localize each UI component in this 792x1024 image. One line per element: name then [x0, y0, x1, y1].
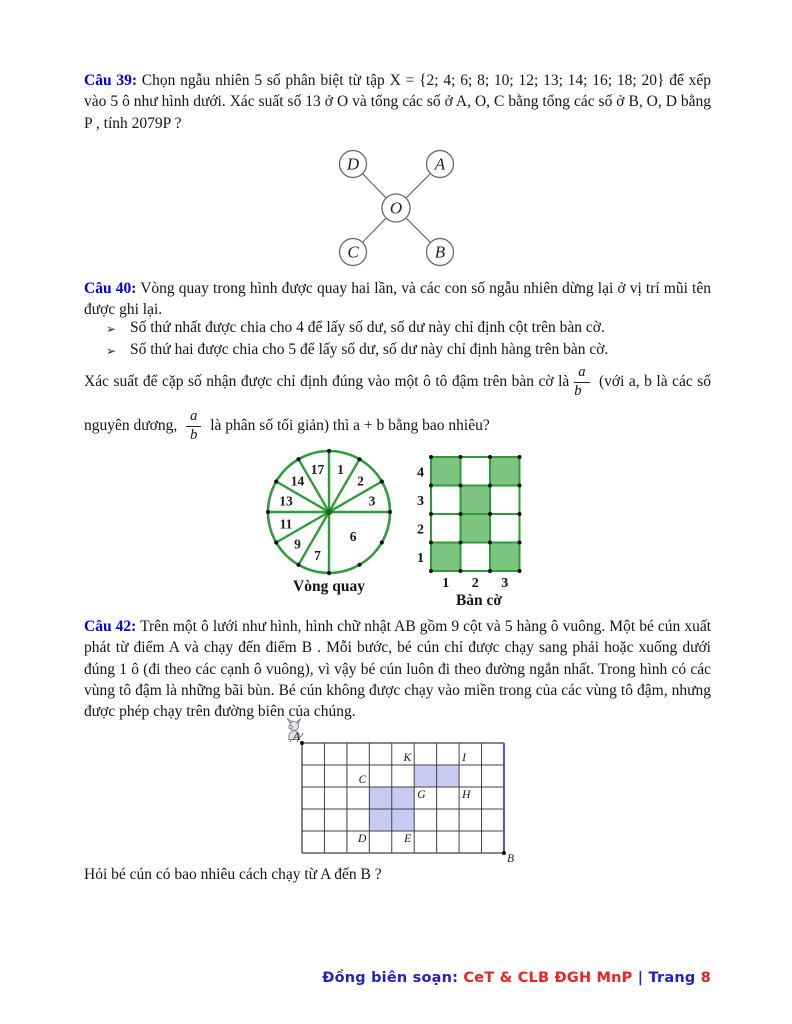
board-lattice-dot — [429, 569, 433, 573]
board-cell — [431, 543, 461, 572]
footer-club-name: CeT & CLB ĐGH MnP — [463, 970, 633, 986]
grid-point-label: G — [417, 789, 426, 801]
board-lattice-dot — [459, 484, 463, 488]
board-cell — [490, 457, 520, 486]
diagram-node-label: B — [434, 242, 446, 262]
wheel-sector-label: 3 — [368, 493, 376, 509]
board-lattice-dot — [518, 455, 522, 459]
question-39-text: Chọn ngẫu nhiên 5 số phân biệt từ tập X = {2; 4; 6; 8; 10; 12; 13; 14; 16; 18; 20} để xếp vào 5 ô như hình dưới. Xác suất số 13 ở O và tổng các số ở A, O, C bằng tổng các số ở B, O, D bằng P , tính 2079P ? — [84, 72, 711, 132]
question-39-label: Câu 39: — [84, 72, 138, 89]
paragraph-text: là phân số tối giản) thì a + b bằng bao nhiêu? — [206, 417, 490, 434]
wheel-rim-dot — [357, 563, 361, 567]
wheel-rim-dot — [380, 540, 384, 544]
lattice-grid-figure — [280, 718, 520, 870]
grid-canvas — [292, 731, 514, 865]
list-item — [84, 317, 711, 339]
board-row-label: 2 — [417, 522, 424, 538]
grid-point-label: I — [462, 752, 466, 764]
board-cell — [431, 514, 461, 543]
diagram-node-label: A — [434, 154, 446, 174]
fraction-denominator: b — [190, 426, 198, 443]
board-row-label: 1 — [417, 550, 424, 566]
wheel-sector-label: 2 — [357, 473, 364, 489]
board-lattice-dot — [518, 569, 522, 573]
board-caption: Bàn cờ — [455, 592, 503, 609]
grid-corner-dot-a — [300, 741, 304, 745]
diagram-node-label: D — [346, 154, 360, 174]
wheel-rim-dot — [357, 457, 361, 461]
question-42 — [84, 616, 711, 722]
bullet-text: Số thứ nhất được chia cho 4 để lấy số dư, số dư này chỉ định cột trên bàn cờ. — [130, 319, 605, 336]
wheel-caption: Vòng quay — [293, 578, 365, 595]
board-lattice-dot — [518, 512, 522, 516]
fraction-a-over-b — [186, 409, 201, 444]
question-40-bullet-list — [84, 317, 711, 360]
paragraph-text: nguyên dương, — [84, 417, 182, 434]
spinner-wheel-figure — [256, 444, 402, 590]
wheel-sector-label: 13 — [279, 493, 293, 509]
question-40 — [84, 278, 711, 321]
bullet-arrow-icon: ➢ — [106, 343, 117, 358]
question-42-label: Câu 42: — [84, 618, 137, 635]
board-lattice-dot — [488, 569, 492, 573]
paragraph-text: (với a, b là các số — [594, 373, 711, 390]
bullet-text: Số thứ hai được chia cho 5 để lấy số dư, số dư này chỉ định hàng trên bàn cờ. — [130, 340, 609, 358]
paragraph-text: Xác suất để cặp số nhận được chỉ định đúng vào một ô tô đậm trên bàn cờ là — [84, 373, 570, 390]
question-40-intro: Vòng quay trong hình được quay hai lần, và các con số ngẫu nhiên dừng lại ở vị trí mũi tên được ghi lại. — [84, 280, 711, 319]
grid-corner-label-a: A — [292, 731, 300, 743]
checkerboard-figure — [413, 450, 545, 592]
question-39 — [84, 70, 711, 134]
question-42-final-question — [84, 864, 711, 885]
wheel-rim-dot — [274, 540, 278, 544]
wheel-rim-dot — [274, 479, 278, 483]
board-cell — [431, 486, 461, 515]
paragraph-line — [84, 360, 711, 404]
board-col-label: 1 — [442, 576, 450, 591]
board-lattice-dot — [429, 541, 433, 545]
board-cell — [461, 514, 491, 543]
board-lattice-dot — [488, 541, 492, 545]
wheel-sector-label: 9 — [294, 536, 301, 552]
board-lattice-dot — [518, 541, 522, 545]
wheel-rim-dot — [327, 449, 331, 453]
question-40-probability-paragraph — [84, 360, 711, 448]
board-cell — [490, 486, 520, 515]
board-row-label: 4 — [417, 465, 424, 481]
board-lattice-dot — [518, 484, 522, 488]
page-footer — [84, 970, 711, 986]
wheel-sector-label: 17 — [310, 461, 325, 477]
wheel-rim-dot — [388, 510, 392, 514]
grid-point-label: D — [358, 833, 367, 845]
board-lattice-dot — [429, 484, 433, 488]
board-col-label: 2 — [471, 576, 479, 591]
paragraph-line — [84, 404, 711, 448]
board-lattice-dot — [459, 541, 463, 545]
board-lattice-dot — [488, 512, 492, 516]
grid-point-label: H — [462, 789, 471, 801]
wheel-rim-dot — [327, 571, 331, 575]
grid-corner-label-b: B — [506, 853, 514, 865]
footer-separator: | — [632, 970, 649, 986]
board-cell — [490, 514, 520, 543]
footer-prefix: Đồng biên soạn: — [322, 970, 464, 986]
board-lattice-dot — [488, 455, 492, 459]
grid-point-label: C — [358, 774, 367, 786]
question-40-label: Câu 40: — [84, 280, 137, 297]
grid-corner-dot-b — [502, 851, 506, 855]
bullet-arrow-icon: ➢ — [106, 322, 117, 336]
fraction-denominator: b — [574, 382, 582, 399]
board-cell — [461, 486, 491, 515]
board-lattice-dot — [459, 512, 463, 516]
wheel-rim-dot — [380, 479, 384, 483]
wheel-rim-dot — [296, 457, 300, 461]
diagram-node-label: C — [347, 242, 359, 262]
board-cell — [431, 457, 461, 486]
fraction-numerator: a — [574, 365, 589, 383]
circle-x-diagram-figure — [322, 147, 472, 272]
wheel-rim-dot — [266, 510, 270, 514]
board-lattice-dot — [459, 455, 463, 459]
board-lattice-dot — [429, 455, 433, 459]
wheel-sector-label: 7 — [314, 547, 321, 563]
list-item — [84, 339, 711, 361]
board-row-label: 3 — [417, 493, 424, 509]
board-cell — [461, 457, 491, 486]
diagram-node-label: O — [389, 198, 403, 218]
wheel-sector-label: 11 — [279, 516, 293, 532]
board-cell — [461, 543, 491, 572]
wheel-center-dot — [326, 509, 332, 515]
board-col-label: 3 — [501, 576, 509, 591]
fraction-a-over-b — [574, 365, 589, 400]
wheel-sector-label: 14 — [290, 473, 305, 489]
board-lattice-dot — [488, 484, 492, 488]
fraction-numerator: a — [186, 409, 201, 427]
board-lattice-dot — [459, 569, 463, 573]
wheel-rim-dot — [296, 563, 300, 567]
footer-page-label: Trang — [648, 970, 701, 986]
grid-point-label: E — [404, 833, 412, 845]
footer-page-number: 8 — [700, 970, 711, 986]
board-lattice-dot — [429, 512, 433, 516]
wheel-sector-label: 1 — [337, 461, 344, 477]
board-cell — [490, 543, 520, 572]
grid-point-label: K — [403, 752, 412, 764]
question-42-text: Trên một ô lưới như hình, hình chữ nhật AB gồm 9 cột và 5 hàng ô vuông. Một bé cún xuất phát từ điểm A và chạy đến điểm B . Mỗi bước, bé cún chỉ được chạy sang phải hoặc xuống dưới đúng 1 ô (đi theo các cạnh ô vuông), vì vậy bé cún luôn đi theo đường ngắn nhất. Trong hình có các vùng tô đậm là những bãi bùn. Bé cún không được chạy vào miền trong của các vùng tô đậm, nhưng được phép chạy trên đường biên của chúng. — [84, 618, 712, 721]
question-42-final-text: Hỏi bé cún có bao nhiêu cách chạy từ A đến B ? — [84, 866, 382, 883]
wheel-sector-label: 6 — [349, 528, 357, 544]
